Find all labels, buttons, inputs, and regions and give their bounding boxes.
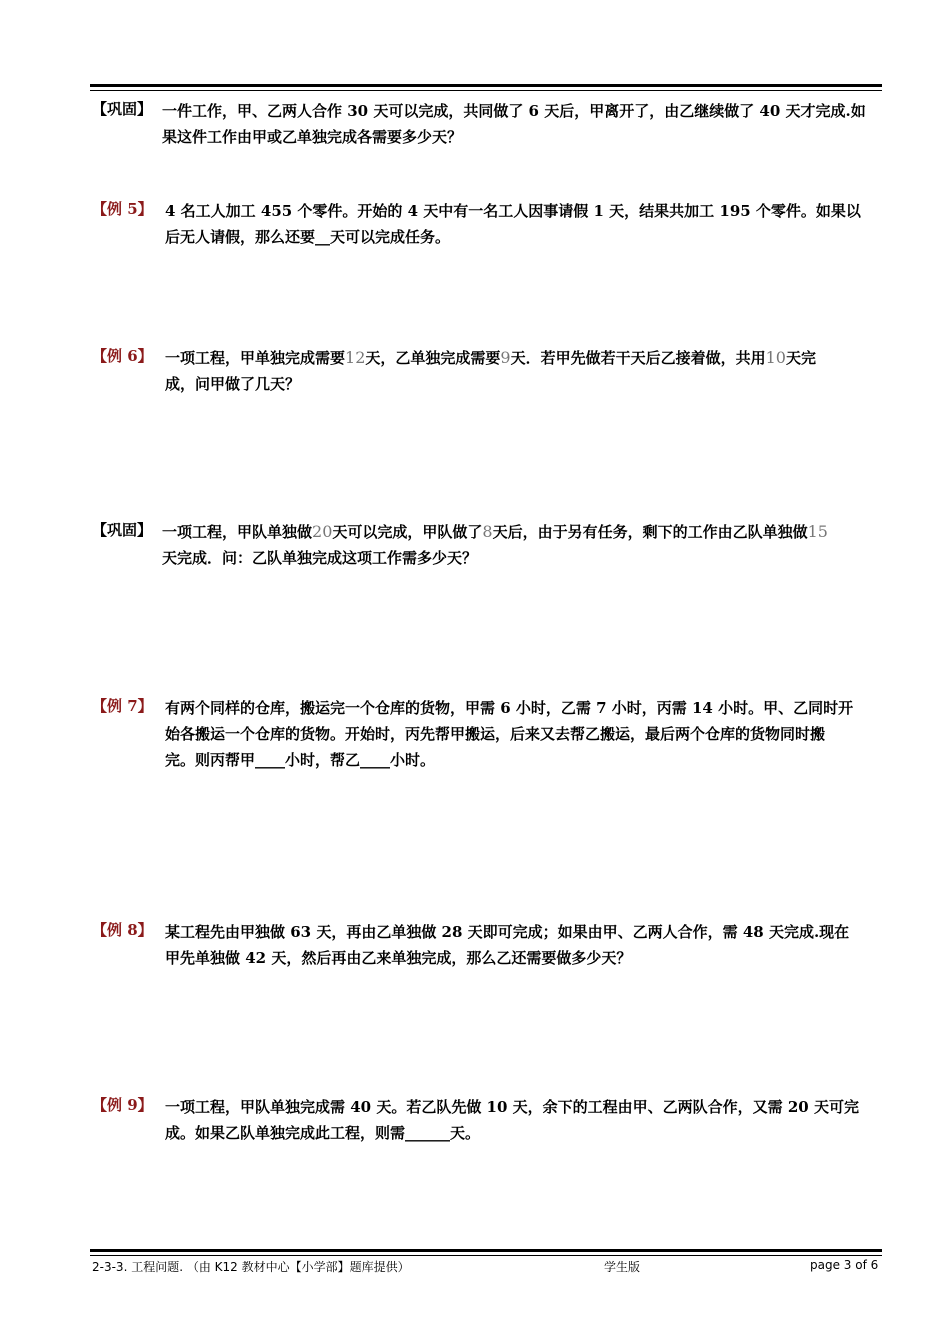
number: 15 (807, 522, 828, 541)
problem-example-5 (92, 198, 884, 250)
problem-line: 一项工程，甲队单独完成需 40 天。若乙队先做 10 天，余下的工程由甲、乙两队合作，又需 20 天可完 (165, 1098, 859, 1116)
problem-consolidate-1 (92, 98, 884, 150)
problem-tag: 【巩固】 (92, 100, 153, 118)
problem-line (165, 345, 884, 371)
footer-left-text: 2-3-3. 工程问题. （由 K12 教材中心【小学部】题库提供） (92, 1260, 410, 1274)
footer-rule-thin (90, 1255, 882, 1256)
problem-line: 天完成．问：乙队单独完成这项工作需多少天？ (162, 549, 478, 567)
problem-text (165, 345, 884, 397)
problem-line: 一件工作，甲、乙两人合作 30 天可以完成，共同做了 6 天后，甲离开了，由乙继续做了 40 天才完成.如 (162, 102, 866, 120)
problem-line: 完。则丙帮甲____小时，帮乙____小时。 (165, 751, 436, 769)
problem-line: 甲先单独做 42 天，然后再由乙来单独完成，那么乙还需要做多少天？ (165, 949, 632, 967)
number: 10 (765, 348, 786, 367)
problem-line: 成。如果乙队单独完成此工程，则需______天。 (165, 1124, 481, 1142)
problem-tag: 【例 6】 (92, 347, 153, 365)
problem-text (162, 519, 884, 571)
number: 8 (482, 522, 493, 541)
problem-line: 始各搬运一个仓库的货物。开始时，丙先帮甲搬运，后来又去帮乙搬运，最后两个仓库的货物同时搬 (165, 725, 826, 743)
problem-tag: 【巩固】 (92, 521, 153, 539)
problem-tag: 【例 5】 (92, 200, 153, 218)
text-segment: 一项工程，甲队单独做 (162, 523, 313, 541)
footer-center-text: 学生版 (604, 1260, 641, 1274)
problem-tag: 【例 8】 (92, 921, 153, 939)
text-segment: 天，乙单独完成需要 (365, 349, 501, 367)
problem-line: 果这件工作由甲或乙单独完成各需要多少天？ (162, 128, 463, 146)
problem-text (165, 1094, 884, 1146)
text-segment: 天．若甲先做若干天后乙接着做，共用 (510, 349, 766, 367)
footer-page-number: page 3 of 6 (810, 1258, 879, 1272)
problem-example-9 (92, 1094, 884, 1146)
problem-tag: 【例 9】 (92, 1096, 153, 1114)
header-rule-thin (90, 90, 882, 91)
problem-line: 成，问甲做了几天？ (165, 375, 301, 393)
text-segment: 天完 (785, 349, 816, 367)
problem-example-6 (92, 345, 884, 397)
problem-text (162, 98, 884, 150)
problem-line: 有两个同样的仓库，搬运完一个仓库的货物，甲需 6 小时，乙需 7 小时，丙需 14 小时。甲、乙同时开 (165, 699, 854, 717)
problem-text (165, 198, 884, 250)
footer-rule-thick (90, 1249, 882, 1252)
problem-example-7 (92, 695, 884, 773)
problem-line (162, 519, 884, 545)
text-segment: 天后，由于另有任务，剩下的工作由乙队单独做 (492, 523, 808, 541)
problem-example-8 (92, 919, 884, 971)
text-segment: 一项工程，甲单独完成需要 (165, 349, 346, 367)
number: 12 (345, 348, 366, 367)
problem-line: 4 名工人加工 455 个零件。开始的 4 天中有一名工人因事请假 1 天，结果共加工 195 个零件。如果以 (165, 202, 861, 220)
problem-text (165, 919, 884, 971)
header-rule-thick (90, 84, 882, 87)
problem-line: 某工程先由甲独做 63 天，再由乙单独做 28 天即可完成；如果由甲、乙两人合作，需 48 天完成.现在 (165, 923, 850, 941)
text-segment: 天可以完成，甲队做了 (332, 523, 483, 541)
problem-line: 后无人请假，那么还要__天可以完成任务。 (165, 228, 451, 246)
problem-text (165, 695, 884, 773)
problem-consolidate-2 (92, 519, 884, 571)
number: 9 (500, 348, 511, 367)
problem-tag: 【例 7】 (92, 697, 153, 715)
number: 20 (312, 522, 333, 541)
